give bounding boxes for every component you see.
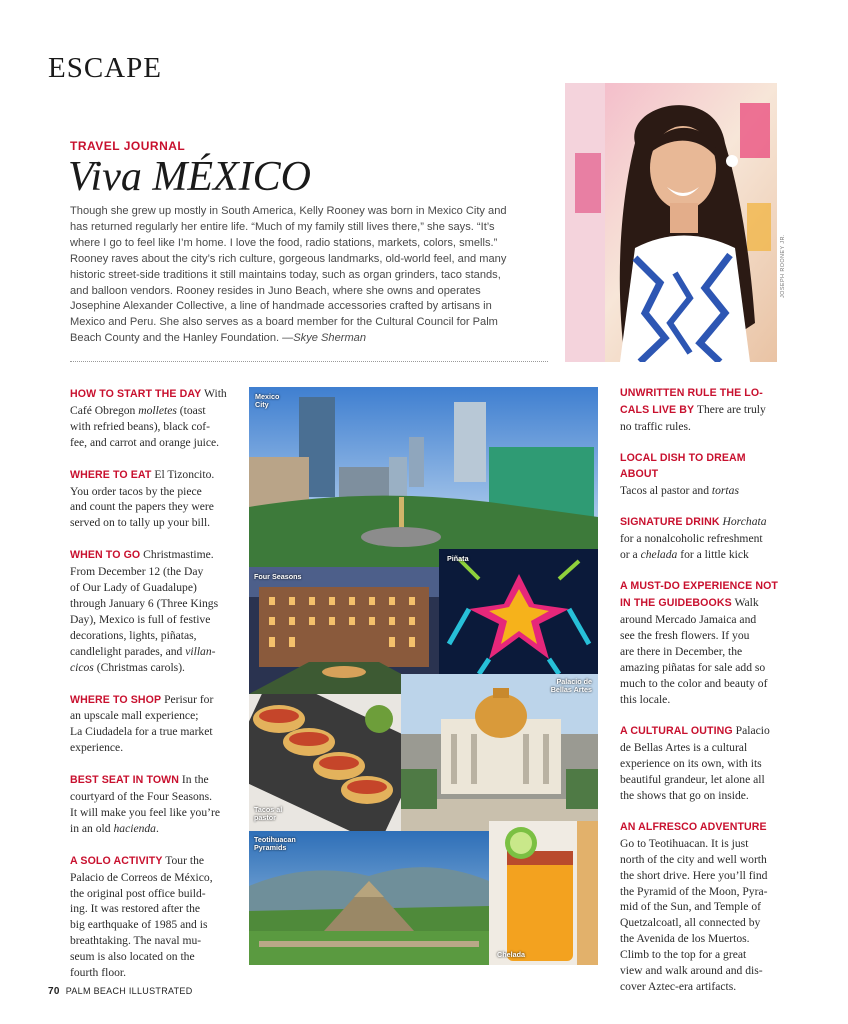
item-line: experience.	[70, 741, 124, 755]
item-line: the Avenida de los Muertos.	[620, 932, 750, 946]
item-line: are there in December, the	[620, 644, 743, 658]
list-item	[70, 692, 230, 757]
item-line: and count the papers they were	[70, 500, 214, 514]
intro-paragraph	[70, 204, 548, 347]
item-line: Quetzalcoatl, all connected by	[620, 916, 761, 930]
list-item	[620, 579, 780, 707]
caption-chelada: Chelada	[497, 950, 525, 959]
item-line: no traffic rules.	[620, 419, 691, 433]
list-item	[70, 547, 230, 675]
publication-name: PALM BEACH ILLUSTRATED	[65, 986, 193, 996]
list-item	[70, 386, 230, 451]
item-line: mid of the Sun, and Temple of	[620, 900, 761, 914]
page-title: Viva MÉXICO	[68, 154, 311, 200]
item-line: or a chelada for a little kick	[620, 548, 749, 562]
item-line: ing. It was restored after the	[70, 902, 201, 916]
item-heading: WHEN TO GO	[70, 549, 141, 562]
item-line: the Pyramid of the Moon, Pyra-	[620, 884, 768, 898]
item-line: the shows that go on inside.	[620, 789, 749, 803]
item-line: WHERE TO EAT El Tizoncito.	[70, 467, 215, 481]
dotted-divider	[70, 361, 548, 362]
item-line: in an old hacienda.	[70, 821, 159, 835]
list-item	[620, 451, 780, 499]
item-heading: HOW TO START THE DAY	[70, 388, 202, 400]
list-item	[620, 514, 780, 563]
intro-line: historic street-side traditions it still maintains today, such as organ grinders, taco stands,	[70, 268, 501, 281]
item-heading: IN THE GUIDEBOOKS	[620, 597, 732, 610]
intro-line	[70, 331, 548, 347]
item-line: Tacos al pastor and tortas	[620, 483, 739, 497]
caption-teotihuacan: Teotihuacan Pyramids	[254, 835, 296, 853]
item-line: BEST SEAT IN TOWN In the	[70, 773, 209, 787]
photo-credit: JOSEPH ROONEY JR.	[780, 234, 786, 298]
list-item	[70, 467, 230, 532]
section-label: ESCAPE	[48, 52, 162, 84]
item-line: You order tacos by the piece	[70, 484, 202, 498]
item-line: around Mercado Jamaica and	[620, 612, 757, 626]
item-line: WHERE TO SHOP Perisur for	[70, 692, 214, 706]
item-line: From December 12 (the Day	[70, 565, 204, 579]
page-footer	[48, 986, 193, 997]
item-line: WHEN TO GO Christmastime.	[70, 548, 214, 562]
item-line: Day), Mexico is full of festive	[70, 612, 211, 626]
item-heading: WHERE TO SHOP	[70, 693, 162, 706]
list-item	[620, 820, 780, 995]
item-heading: BEST SEAT IN TOWN	[70, 774, 180, 787]
portrait-photo	[565, 83, 777, 362]
right-column	[620, 386, 780, 1011]
pinata-photo	[439, 549, 598, 674]
list-item	[620, 723, 780, 804]
kicker: TRAVEL JOURNAL	[70, 139, 186, 153]
item-line: beautiful grandeur, let alone all	[620, 773, 765, 787]
item-line: breathtaking. The naval mu-	[70, 934, 202, 948]
item-line: much to the color and beauty of	[620, 676, 768, 690]
item-line: view and walk around and dis-	[620, 964, 763, 978]
caption-four-seasons: Four Seasons	[254, 572, 302, 581]
item-line: experience on its own, with its	[620, 757, 762, 771]
item-line: north of the city and well worth	[620, 852, 767, 866]
item-line: candlelight parades, and villan-	[70, 644, 216, 658]
caption-bellas-artes: Palacio de Bellas Artes	[550, 677, 592, 695]
item-line: through January 6 (Three Kings	[70, 596, 219, 610]
item-line: de Bellas Artes is a cultural	[620, 741, 748, 755]
item-line: fourth floor.	[70, 966, 127, 980]
byline: —Skye Sherman	[282, 332, 367, 345]
intro-line: Josephine Alexander Collective, a line of handmade accessories crafted by artisans in	[70, 300, 492, 313]
chelada-photo	[489, 821, 598, 965]
item-line: Climb to the top for a great	[620, 948, 747, 962]
item-line: of Our Lady of Guadalupe)	[70, 581, 197, 595]
caption-tacos: Tacos al pastor	[254, 805, 283, 823]
item-line: SIGNATURE DRINK Horchata	[620, 515, 767, 529]
list-item	[70, 853, 230, 981]
item-line: A CULTURAL OUTING Palacio	[620, 724, 770, 738]
intro-line: where I go to feel like I’m home. I love the food, radio stations, markets, colors, smells.”	[70, 236, 498, 249]
item-heading: WHERE TO EAT	[70, 468, 152, 481]
item-line: the original post office build-	[70, 886, 206, 900]
bellas-artes-photo	[401, 674, 598, 831]
item-heading: SIGNATURE DRINK	[620, 516, 720, 529]
page-number: 70	[48, 986, 60, 997]
item-heading: CALS LIVE BY	[620, 403, 695, 416]
caption-mexico-city: Mexico City	[255, 392, 280, 410]
item-heading: A SOLO ACTIVITY	[70, 854, 163, 867]
intro-line: Though she grew up mostly in South America, Kelly Rooney was born in Mexico City and	[70, 205, 507, 217]
item-line: with refried beans), black cof-	[70, 419, 211, 433]
item-line: see the fresh flowers. If you	[620, 628, 750, 642]
item-line: A SOLO ACTIVITY Tour the	[70, 853, 205, 867]
item-line: for a nonalcoholic refreshment	[620, 532, 763, 546]
mexico-city-photo	[249, 387, 598, 567]
item-line: amazing piñatas for sale add so	[620, 660, 766, 674]
item-line: IN THE GUIDEBOOKS Walk	[620, 596, 759, 610]
item-line: this locale.	[620, 692, 671, 706]
item-line: Palacio de Correos de México,	[70, 870, 213, 884]
item-line: seum is also located on the	[70, 950, 195, 964]
item-line: Go to Teotihuacan. It is just	[620, 836, 749, 850]
item-line: cover Aztec-era artifacts.	[620, 980, 737, 993]
tacos-photo	[249, 694, 401, 831]
intro-line: Rooney raves about the city’s rich culture, gorgeous landmarks, old-world feel, and many	[70, 252, 507, 265]
intro-line-text: Beach County and the Hanley Foundation.	[70, 332, 280, 345]
item-line: served on to tally up your bill.	[70, 516, 211, 530]
item-heading: LOCAL DISH TO DREAM ABOUT	[620, 451, 746, 480]
item-line: big earthquake of 1985 and is	[70, 918, 208, 932]
item-heading: A CULTURAL OUTING	[620, 725, 733, 738]
intro-line: has returned regularly her entire life. “Much of my family still lives there,” she says. “It’s	[70, 220, 495, 233]
item-line: Café Obregon molletes (toast	[70, 403, 206, 417]
item-line: decorations, lights, piñatas,	[70, 628, 197, 642]
item-line: the short drive. Here you’ll find	[620, 868, 768, 882]
item-line: HOW TO START THE DAY With	[70, 387, 227, 400]
item-line: La Ciudadela for a true market	[70, 725, 213, 739]
item-heading: A MUST-DO EXPERIENCE NOT	[620, 580, 778, 593]
list-item	[620, 386, 780, 435]
item-line: It will make you feel like you’re	[70, 805, 221, 819]
intro-line: Mexico and Peru. She also serves as a board member for the Cultural Council for Palm	[70, 316, 498, 329]
list-item	[70, 772, 230, 837]
item-line: courtyard of the Four Seasons.	[70, 790, 212, 804]
item-heading: UNWRITTEN RULE THE LO-	[620, 387, 763, 399]
item-line: an upscale mall experience;	[70, 709, 199, 723]
caption-pinata: Piñata	[447, 554, 469, 563]
left-column	[70, 386, 230, 997]
photo-collage	[249, 387, 598, 965]
item-line: fee, and carrot and orange juice.	[70, 435, 220, 449]
item-heading: AN ALFRESCO ADVENTURE	[620, 820, 767, 833]
teotihuacan-photo	[249, 831, 489, 965]
intro-line: and balloon vendors. Rooney resides in Juno Beach, where she owns and operates	[70, 284, 481, 297]
item-line: CALS LIVE BY There are truly	[620, 402, 766, 416]
item-line: cicos (Christmas carols).	[70, 660, 185, 674]
